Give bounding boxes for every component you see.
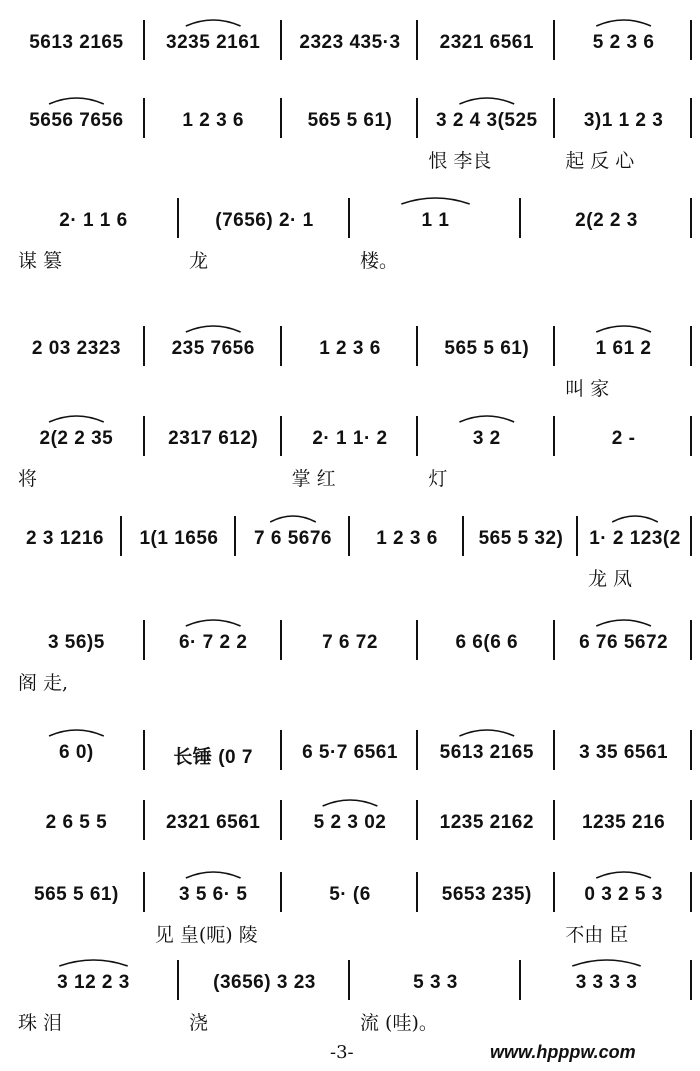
measure: 2· 1 1 6 [59, 210, 128, 231]
measure: 3 35 6561 [579, 742, 669, 763]
measure: 2(2 2 3 [575, 210, 638, 231]
measure: 长锤 (0 7 [173, 747, 253, 768]
measure: 3)1 1 2 3 [583, 110, 664, 131]
page-number: -3- [330, 1042, 354, 1063]
measure: 5· (6 [329, 884, 371, 905]
lyric-row [8, 464, 692, 490]
measure: 5656 7656 [29, 110, 124, 131]
measure: 1235 2162 [439, 812, 534, 833]
measure: 3 12 2 3 [57, 972, 130, 993]
measure: 565 5 61) [34, 884, 119, 905]
bar-line [690, 326, 692, 366]
measure: 6 0) [59, 742, 94, 763]
lyric-text: 楼。 [360, 250, 399, 272]
note-row [8, 864, 692, 914]
lyric-text: 龙 [189, 250, 209, 272]
measure: 1 2 3 6 [376, 528, 438, 549]
measure: 5 2 3 6 [592, 32, 655, 53]
measure: 7 6 5676 [254, 528, 332, 549]
page-footer [0, 1040, 700, 1070]
bar-line [690, 416, 692, 456]
measure: 1(1 1656 [139, 528, 219, 549]
note-row [8, 318, 692, 368]
lyric-row [8, 146, 692, 172]
lyric-text: 将 [18, 468, 38, 490]
lyric-row [8, 564, 692, 590]
measure: 5 3 3 [413, 972, 458, 993]
note-row [8, 952, 692, 1002]
measure: 565 5 61) [307, 110, 393, 131]
note-row [8, 408, 692, 458]
lyric-text: 不由 臣 [565, 924, 629, 946]
bar-line [690, 800, 692, 840]
measure: 6 76 5672 [579, 632, 669, 653]
bar-line [690, 620, 692, 660]
lyric-text: 见 皇(呃) 陵 [154, 924, 258, 946]
measure: 2 3 1216 [26, 528, 104, 549]
measure: 2 03 2323 [31, 338, 121, 359]
note-row [8, 190, 692, 240]
measure: 2(2 2 35 [39, 428, 114, 449]
measure: 5613 2165 [29, 32, 124, 53]
lyric-text: 流 (哇)。 [360, 1012, 438, 1034]
measure: 5613 2165 [439, 742, 534, 763]
lyric-row [8, 374, 692, 400]
measure: 2317 612) [168, 428, 259, 449]
bar-line [690, 20, 692, 60]
measure: 2321 6561 [439, 32, 534, 53]
measure: 3 2 [472, 428, 501, 449]
note-row [8, 90, 692, 140]
measure: 7 6 72 [322, 632, 378, 653]
note-row [8, 508, 692, 558]
lyric-text: 恨 李良 [428, 150, 492, 172]
lyric-text: 阁 走, [18, 672, 69, 694]
lyric-row [8, 920, 692, 946]
lyric-row [8, 246, 692, 272]
measure: 2 - [611, 428, 636, 449]
bar-line [690, 516, 692, 556]
measure: 1235 216 [581, 812, 666, 833]
measure: 565 5 61) [444, 338, 530, 359]
measure: 2· 1 1· 2 [312, 428, 388, 449]
lyric-text: 掌 红 [291, 468, 336, 490]
bar-line [690, 198, 692, 238]
bar-line [690, 872, 692, 912]
note-row [8, 722, 692, 772]
measure: 6 5·7 6561 [302, 742, 398, 763]
measure: 1 2 3 6 [319, 338, 381, 359]
measure: 1 61 2 [595, 338, 652, 359]
measure: 1 1 [421, 210, 450, 231]
bar-line [690, 730, 692, 770]
bar-line [690, 98, 692, 138]
website-watermark: www.hpppw.com [490, 1042, 636, 1062]
measure: 1 2 3 6 [182, 110, 244, 131]
measure: 3235 2161 [166, 32, 261, 53]
measure: 5653 235) [441, 884, 532, 905]
measure: 565 5 32) [478, 528, 564, 549]
measure: 0 3 2 5 3 [584, 884, 663, 905]
measure: 3 3 3 3 [575, 972, 638, 993]
lyric-text: 谋 篡 [18, 250, 63, 272]
measure: 6· 7 2 2 [178, 632, 248, 653]
lyric-text: 龙 凤 [588, 568, 633, 590]
note-row [8, 612, 692, 662]
lyric-text: 浇 [189, 1012, 209, 1034]
lyric-text: 起 反 心 [565, 150, 635, 172]
note-row [8, 792, 692, 842]
measure: 2321 6561 [166, 812, 261, 833]
lyric-text: 灯 [428, 468, 448, 490]
measure: 3 56)5 [47, 632, 105, 653]
note-row [8, 12, 692, 62]
measure: 3 2 4 3(525 [435, 110, 538, 131]
measure: 2 6 5 5 [45, 812, 108, 833]
measure: 2323 435·3 [299, 32, 401, 53]
lyric-text: 叫 家 [565, 378, 610, 400]
measure: 5 2 3 02 [313, 812, 387, 833]
measure: 6 6(6 6 [455, 632, 519, 653]
measure: (3656) 3 23 [213, 972, 316, 993]
measure: 235 7656 [171, 338, 255, 359]
lyric-row [8, 668, 692, 694]
lyric-text: 珠 泪 [18, 1012, 63, 1034]
bar-line [690, 960, 692, 1000]
lyric-row [8, 1008, 692, 1034]
measure: (7656) 2· 1 [215, 210, 314, 231]
measure: 1· 2 123(2 [589, 528, 681, 549]
measure: 3 5 6· 5 [178, 884, 248, 905]
